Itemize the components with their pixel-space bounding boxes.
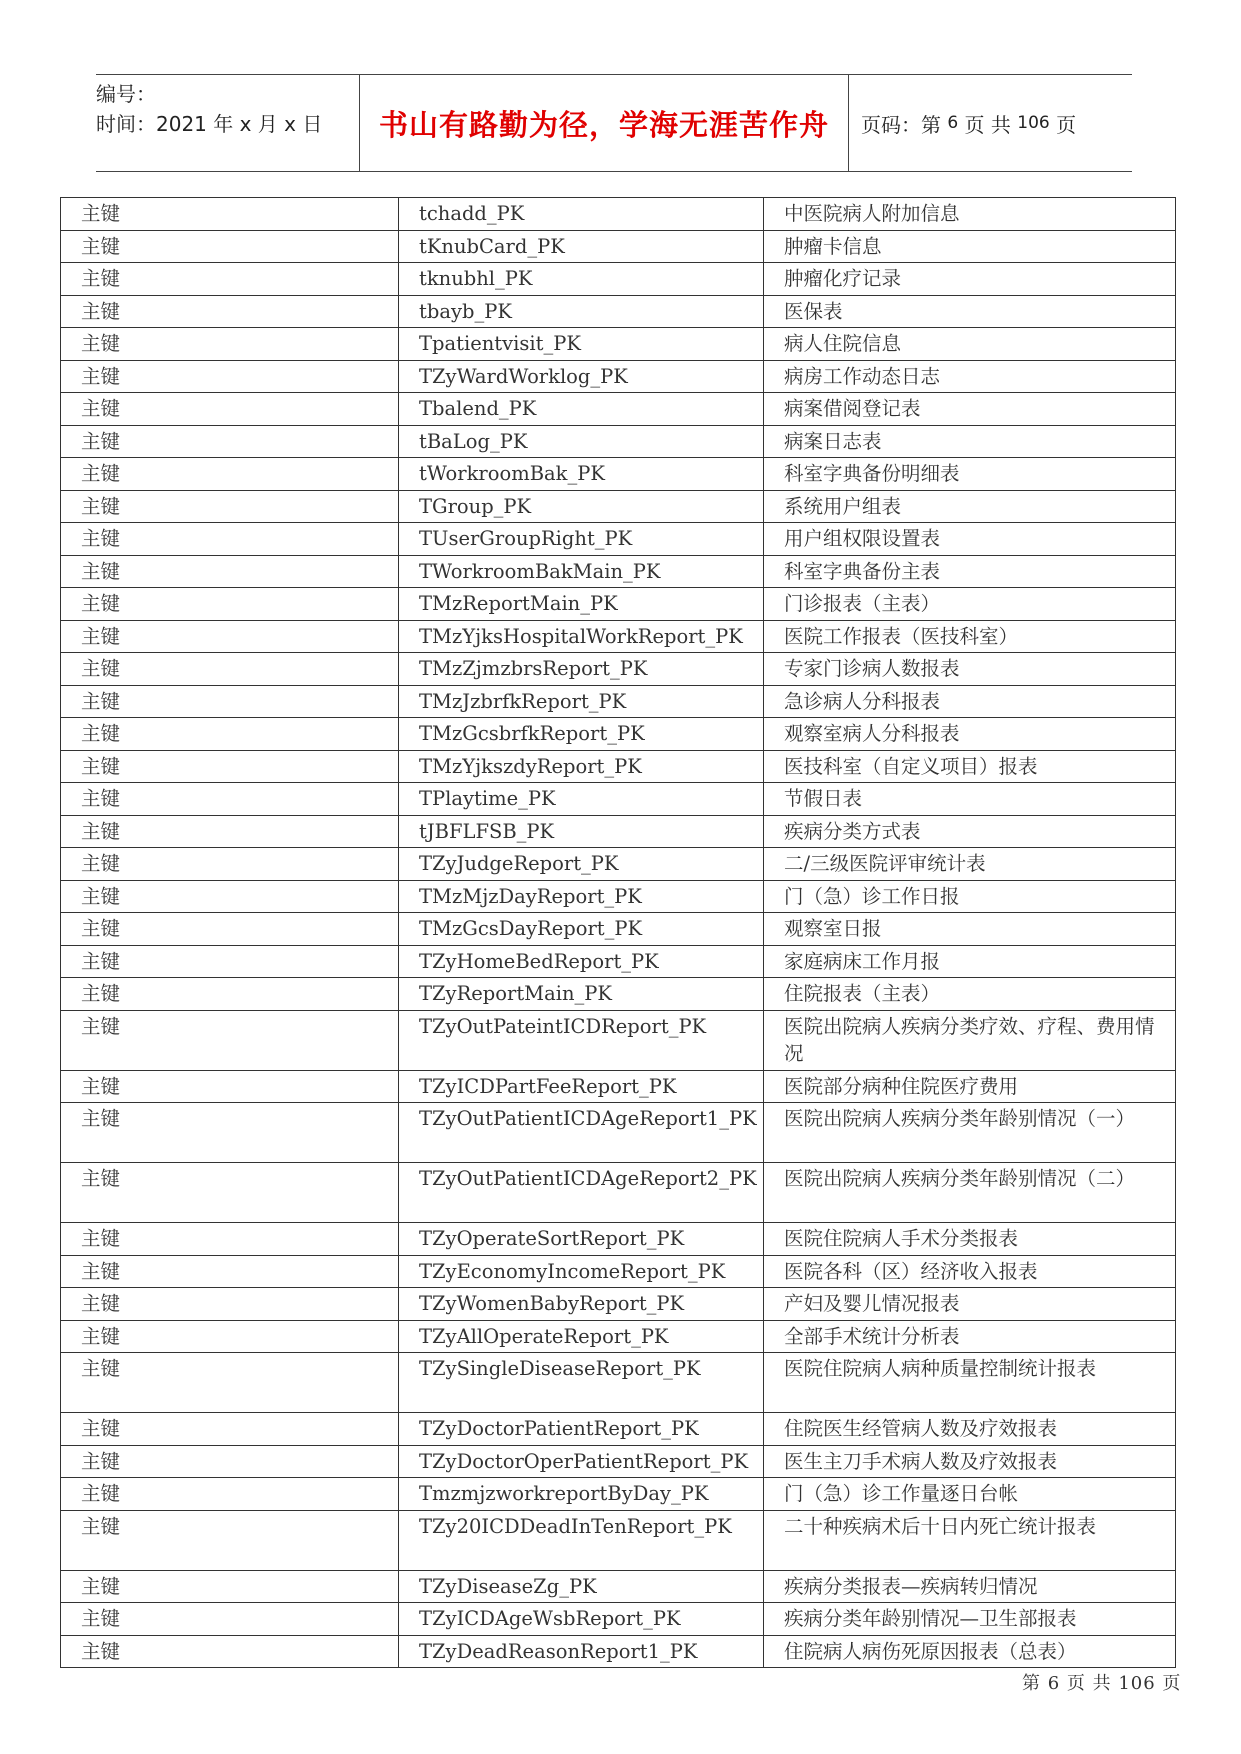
- table-row: [61, 1635, 1176, 1668]
- table-row: [61, 815, 1176, 848]
- key-name-cell: TZyJudgeReport_PK: [399, 848, 764, 881]
- key-name-cell: tbayb_PK: [399, 295, 764, 328]
- table-row: [61, 1010, 1176, 1070]
- key-type-cell: 主键: [61, 588, 399, 621]
- key-type-cell: 主键: [61, 1510, 399, 1570]
- key-type-cell: 主键: [61, 718, 399, 751]
- key-name-cell: TZySingleDiseaseReport_PK: [399, 1353, 764, 1413]
- page-total: 106: [1017, 113, 1050, 133]
- key-type-cell: 主键: [61, 815, 399, 848]
- key-type-cell: 主键: [61, 1635, 399, 1668]
- key-type-cell: 主键: [61, 978, 399, 1011]
- key-table: [60, 197, 1176, 1668]
- key-desc-cell: 急诊病人分科报表: [764, 685, 1176, 718]
- table-row: [61, 230, 1176, 263]
- key-desc-cell: 节假日表: [764, 783, 1176, 816]
- key-desc-cell: 中医院病人附加信息: [764, 198, 1176, 231]
- table-row: [61, 523, 1176, 556]
- key-name-cell: TMzJzbrfkReport_PK: [399, 685, 764, 718]
- key-desc-cell: 住院病人病伤死原因报表（总表）: [764, 1635, 1176, 1668]
- key-name-cell: TMzYjkszdyReport_PK: [399, 750, 764, 783]
- key-desc-cell: 专家门诊病人数报表: [764, 653, 1176, 686]
- table-row: [61, 198, 1176, 231]
- key-desc-cell: 全部手术统计分析表: [764, 1320, 1176, 1353]
- key-type-cell: 主键: [61, 653, 399, 686]
- table-row: [61, 750, 1176, 783]
- key-name-cell: TUserGroupRight_PK: [399, 523, 764, 556]
- key-name-cell: TMzGcsDayReport_PK: [399, 913, 764, 946]
- key-desc-cell: 住院医生经管病人数及疗效报表: [764, 1413, 1176, 1446]
- key-type-cell: 主键: [61, 1353, 399, 1413]
- key-desc-cell: 肿瘤卡信息: [764, 230, 1176, 263]
- page-suffix: 页: [1056, 112, 1077, 137]
- key-desc-cell: 门诊报表（主表）: [764, 588, 1176, 621]
- key-name-cell: tknubhl_PK: [399, 263, 764, 296]
- key-name-cell: TZyReportMain_PK: [399, 978, 764, 1011]
- key-type-cell: 主键: [61, 685, 399, 718]
- key-desc-cell: 医院住院病人手术分类报表: [764, 1223, 1176, 1256]
- key-type-cell: 主键: [61, 263, 399, 296]
- table-row: [61, 1103, 1176, 1163]
- key-name-cell: TmzmjzworkreportByDay_PK: [399, 1478, 764, 1511]
- table-row: [61, 848, 1176, 881]
- time-label: 时间：2021 年 x 月 x 日: [96, 112, 323, 136]
- key-name-cell: TZyDiseaseZg_PK: [399, 1570, 764, 1603]
- key-type-cell: 主键: [61, 913, 399, 946]
- key-desc-cell: 系统用户组表: [764, 490, 1176, 523]
- key-type-cell: 主键: [61, 1445, 399, 1478]
- table-row: [61, 360, 1176, 393]
- key-type-cell: 主键: [61, 458, 399, 491]
- key-desc-cell: 病案日志表: [764, 425, 1176, 458]
- key-name-cell: TZyDoctorPatientReport_PK: [399, 1413, 764, 1446]
- table-row: [61, 1288, 1176, 1321]
- key-type-cell: 主键: [61, 1010, 399, 1070]
- key-name-cell: TMzYjksHospitalWorkReport_PK: [399, 620, 764, 653]
- table-row: [61, 1223, 1176, 1256]
- key-name-cell: tchadd_PK: [399, 198, 764, 231]
- key-name-cell: TZyOutPatientICDAgeReport2_PK: [399, 1163, 764, 1223]
- table-row: [61, 425, 1176, 458]
- key-type-cell: 主键: [61, 750, 399, 783]
- key-type-cell: 主键: [61, 230, 399, 263]
- key-desc-cell: 肿瘤化疗记录: [764, 263, 1176, 296]
- table-row: [61, 1603, 1176, 1636]
- key-name-cell: tKnubCard_PK: [399, 230, 764, 263]
- key-desc-cell: 观察室日报: [764, 913, 1176, 946]
- table-row: [61, 1445, 1176, 1478]
- key-desc-cell: 病人住院信息: [764, 328, 1176, 361]
- key-name-cell: TZyWardWorklog_PK: [399, 360, 764, 393]
- key-desc-cell: 门（急）诊工作日报: [764, 880, 1176, 913]
- key-type-cell: 主键: [61, 1288, 399, 1321]
- key-desc-cell: 病案借阅登记表: [764, 393, 1176, 426]
- key-desc-cell: 医院出院病人疾病分类年龄别情况（二）: [764, 1163, 1176, 1223]
- key-type-cell: 主键: [61, 783, 399, 816]
- key-type-cell: 主键: [61, 848, 399, 881]
- key-name-cell: TMzGcsbrfkReport_PK: [399, 718, 764, 751]
- key-desc-cell: 医生主刀手术病人数及疗效报表: [764, 1445, 1176, 1478]
- table-row: [61, 880, 1176, 913]
- serial-label: 编号：: [96, 82, 156, 106]
- header-page-info: [849, 75, 1132, 171]
- table-row: [61, 328, 1176, 361]
- key-desc-cell: 医院各科（区）经济收入报表: [764, 1255, 1176, 1288]
- key-desc-cell: 医保表: [764, 295, 1176, 328]
- table-row: [61, 1413, 1176, 1446]
- table-row: [61, 978, 1176, 1011]
- page-mid: 页 共: [964, 112, 1011, 137]
- table-row: [61, 1070, 1176, 1103]
- key-type-cell: 主键: [61, 328, 399, 361]
- key-type-cell: 主键: [61, 393, 399, 426]
- key-type-cell: 主键: [61, 425, 399, 458]
- key-type-cell: 主键: [61, 1223, 399, 1256]
- page-footer: 第 6 页 共 106 页: [1022, 1673, 1182, 1694]
- key-name-cell: tJBFLFSB_PK: [399, 815, 764, 848]
- key-name-cell: TZyAllOperateReport_PK: [399, 1320, 764, 1353]
- page-number: 6: [947, 113, 959, 133]
- key-desc-cell: 医技科室（自定义项目）报表: [764, 750, 1176, 783]
- key-type-cell: 主键: [61, 1255, 399, 1288]
- key-name-cell: tBaLog_PK: [399, 425, 764, 458]
- key-name-cell: TZyHomeBedReport_PK: [399, 945, 764, 978]
- key-name-cell: TZyICDPartFeeReport_PK: [399, 1070, 764, 1103]
- key-type-cell: 主键: [61, 198, 399, 231]
- page-prefix: 页码：第: [861, 112, 941, 137]
- table-row: [61, 718, 1176, 751]
- key-desc-cell: 病房工作动态日志: [764, 360, 1176, 393]
- key-name-cell: TZyEconomyIncomeReport_PK: [399, 1255, 764, 1288]
- key-name-cell: TZyICDAgeWsbReport_PK: [399, 1603, 764, 1636]
- key-type-cell: 主键: [61, 1163, 399, 1223]
- table-row: [61, 1353, 1176, 1413]
- key-type-cell: 主键: [61, 523, 399, 556]
- table-row: [61, 1570, 1176, 1603]
- key-desc-cell: 医院出院病人疾病分类疗效、疗程、费用情况: [764, 1010, 1176, 1070]
- table-row: [61, 1255, 1176, 1288]
- key-type-cell: 主键: [61, 490, 399, 523]
- key-name-cell: TZyOutPatientICDAgeReport1_PK: [399, 1103, 764, 1163]
- key-desc-cell: 家庭病床工作月报: [764, 945, 1176, 978]
- table-row: [61, 393, 1176, 426]
- key-desc-cell: 疾病分类报表—疾病转归情况: [764, 1570, 1176, 1603]
- key-name-cell: TPlaytime_PK: [399, 783, 764, 816]
- key-desc-cell: 门（急）诊工作量逐日台帐: [764, 1478, 1176, 1511]
- key-desc-cell: 医院工作报表（医技科室）: [764, 620, 1176, 653]
- header-meta: [96, 75, 360, 171]
- key-desc-cell: 二十种疾病术后十日内死亡统计报表: [764, 1510, 1176, 1570]
- table-row: [61, 620, 1176, 653]
- key-type-cell: 主键: [61, 880, 399, 913]
- key-name-cell: TZyOutPateintICDReport_PK: [399, 1010, 764, 1070]
- key-type-cell: 主键: [61, 1478, 399, 1511]
- key-name-cell: TMzReportMain_PK: [399, 588, 764, 621]
- key-name-cell: TMzMjzDayReport_PK: [399, 880, 764, 913]
- key-name-cell: TZy20ICDDeadInTenReport_PK: [399, 1510, 764, 1570]
- key-type-cell: 主键: [61, 945, 399, 978]
- key-name-cell: Tpatientvisit_PK: [399, 328, 764, 361]
- key-name-cell: TZyWomenBabyReport_PK: [399, 1288, 764, 1321]
- key-name-cell: TZyDoctorOperPatientReport_PK: [399, 1445, 764, 1478]
- key-desc-cell: 疾病分类年龄别情况—卫生部报表: [764, 1603, 1176, 1636]
- key-name-cell: Tbalend_PK: [399, 393, 764, 426]
- key-name-cell: TGroup_PK: [399, 490, 764, 523]
- key-desc-cell: 科室字典备份明细表: [764, 458, 1176, 491]
- key-desc-cell: 疾病分类方式表: [764, 815, 1176, 848]
- key-type-cell: 主键: [61, 555, 399, 588]
- table-row: [61, 295, 1176, 328]
- key-type-cell: 主键: [61, 1320, 399, 1353]
- page-header: [96, 74, 1132, 172]
- key-desc-cell: 医院部分病种住院医疗费用: [764, 1070, 1176, 1103]
- header-motto: 书山有路勤为径，学海无涯苦作舟: [360, 75, 849, 171]
- table-row: [61, 555, 1176, 588]
- table-row: [61, 1478, 1176, 1511]
- key-desc-cell: 住院报表（主表）: [764, 978, 1176, 1011]
- key-name-cell: TMzZjmzbrsReport_PK: [399, 653, 764, 686]
- key-type-cell: 主键: [61, 1570, 399, 1603]
- table-row: [61, 783, 1176, 816]
- key-name-cell: tWorkroomBak_PK: [399, 458, 764, 491]
- table-row: [61, 458, 1176, 491]
- key-desc-cell: 医院住院病人病种质量控制统计报表: [764, 1353, 1176, 1413]
- key-desc-cell: 产妇及婴儿情况报表: [764, 1288, 1176, 1321]
- key-desc-cell: 医院出院病人疾病分类年龄别情况（一）: [764, 1103, 1176, 1163]
- table-row: [61, 1163, 1176, 1223]
- key-desc-cell: 科室字典备份主表: [764, 555, 1176, 588]
- table-row: [61, 653, 1176, 686]
- key-type-cell: 主键: [61, 295, 399, 328]
- table-row: [61, 490, 1176, 523]
- key-desc-cell: 用户组权限设置表: [764, 523, 1176, 556]
- key-type-cell: 主键: [61, 1070, 399, 1103]
- table-row: [61, 1320, 1176, 1353]
- table-row: [61, 945, 1176, 978]
- key-name-cell: TWorkroomBakMain_PK: [399, 555, 764, 588]
- key-name-cell: TZyOperateSortReport_PK: [399, 1223, 764, 1256]
- key-type-cell: 主键: [61, 1413, 399, 1446]
- key-type-cell: 主键: [61, 620, 399, 653]
- key-table-body: [61, 198, 1176, 1668]
- table-row: [61, 913, 1176, 946]
- table-row: [61, 263, 1176, 296]
- key-type-cell: 主键: [61, 360, 399, 393]
- key-name-cell: TZyDeadReasonReport1_PK: [399, 1635, 764, 1668]
- table-row: [61, 685, 1176, 718]
- key-type-cell: 主键: [61, 1103, 399, 1163]
- table-row: [61, 588, 1176, 621]
- table-row: [61, 1510, 1176, 1570]
- key-desc-cell: 二/三级医院评审统计表: [764, 848, 1176, 881]
- key-type-cell: 主键: [61, 1603, 399, 1636]
- key-desc-cell: 观察室病人分科报表: [764, 718, 1176, 751]
